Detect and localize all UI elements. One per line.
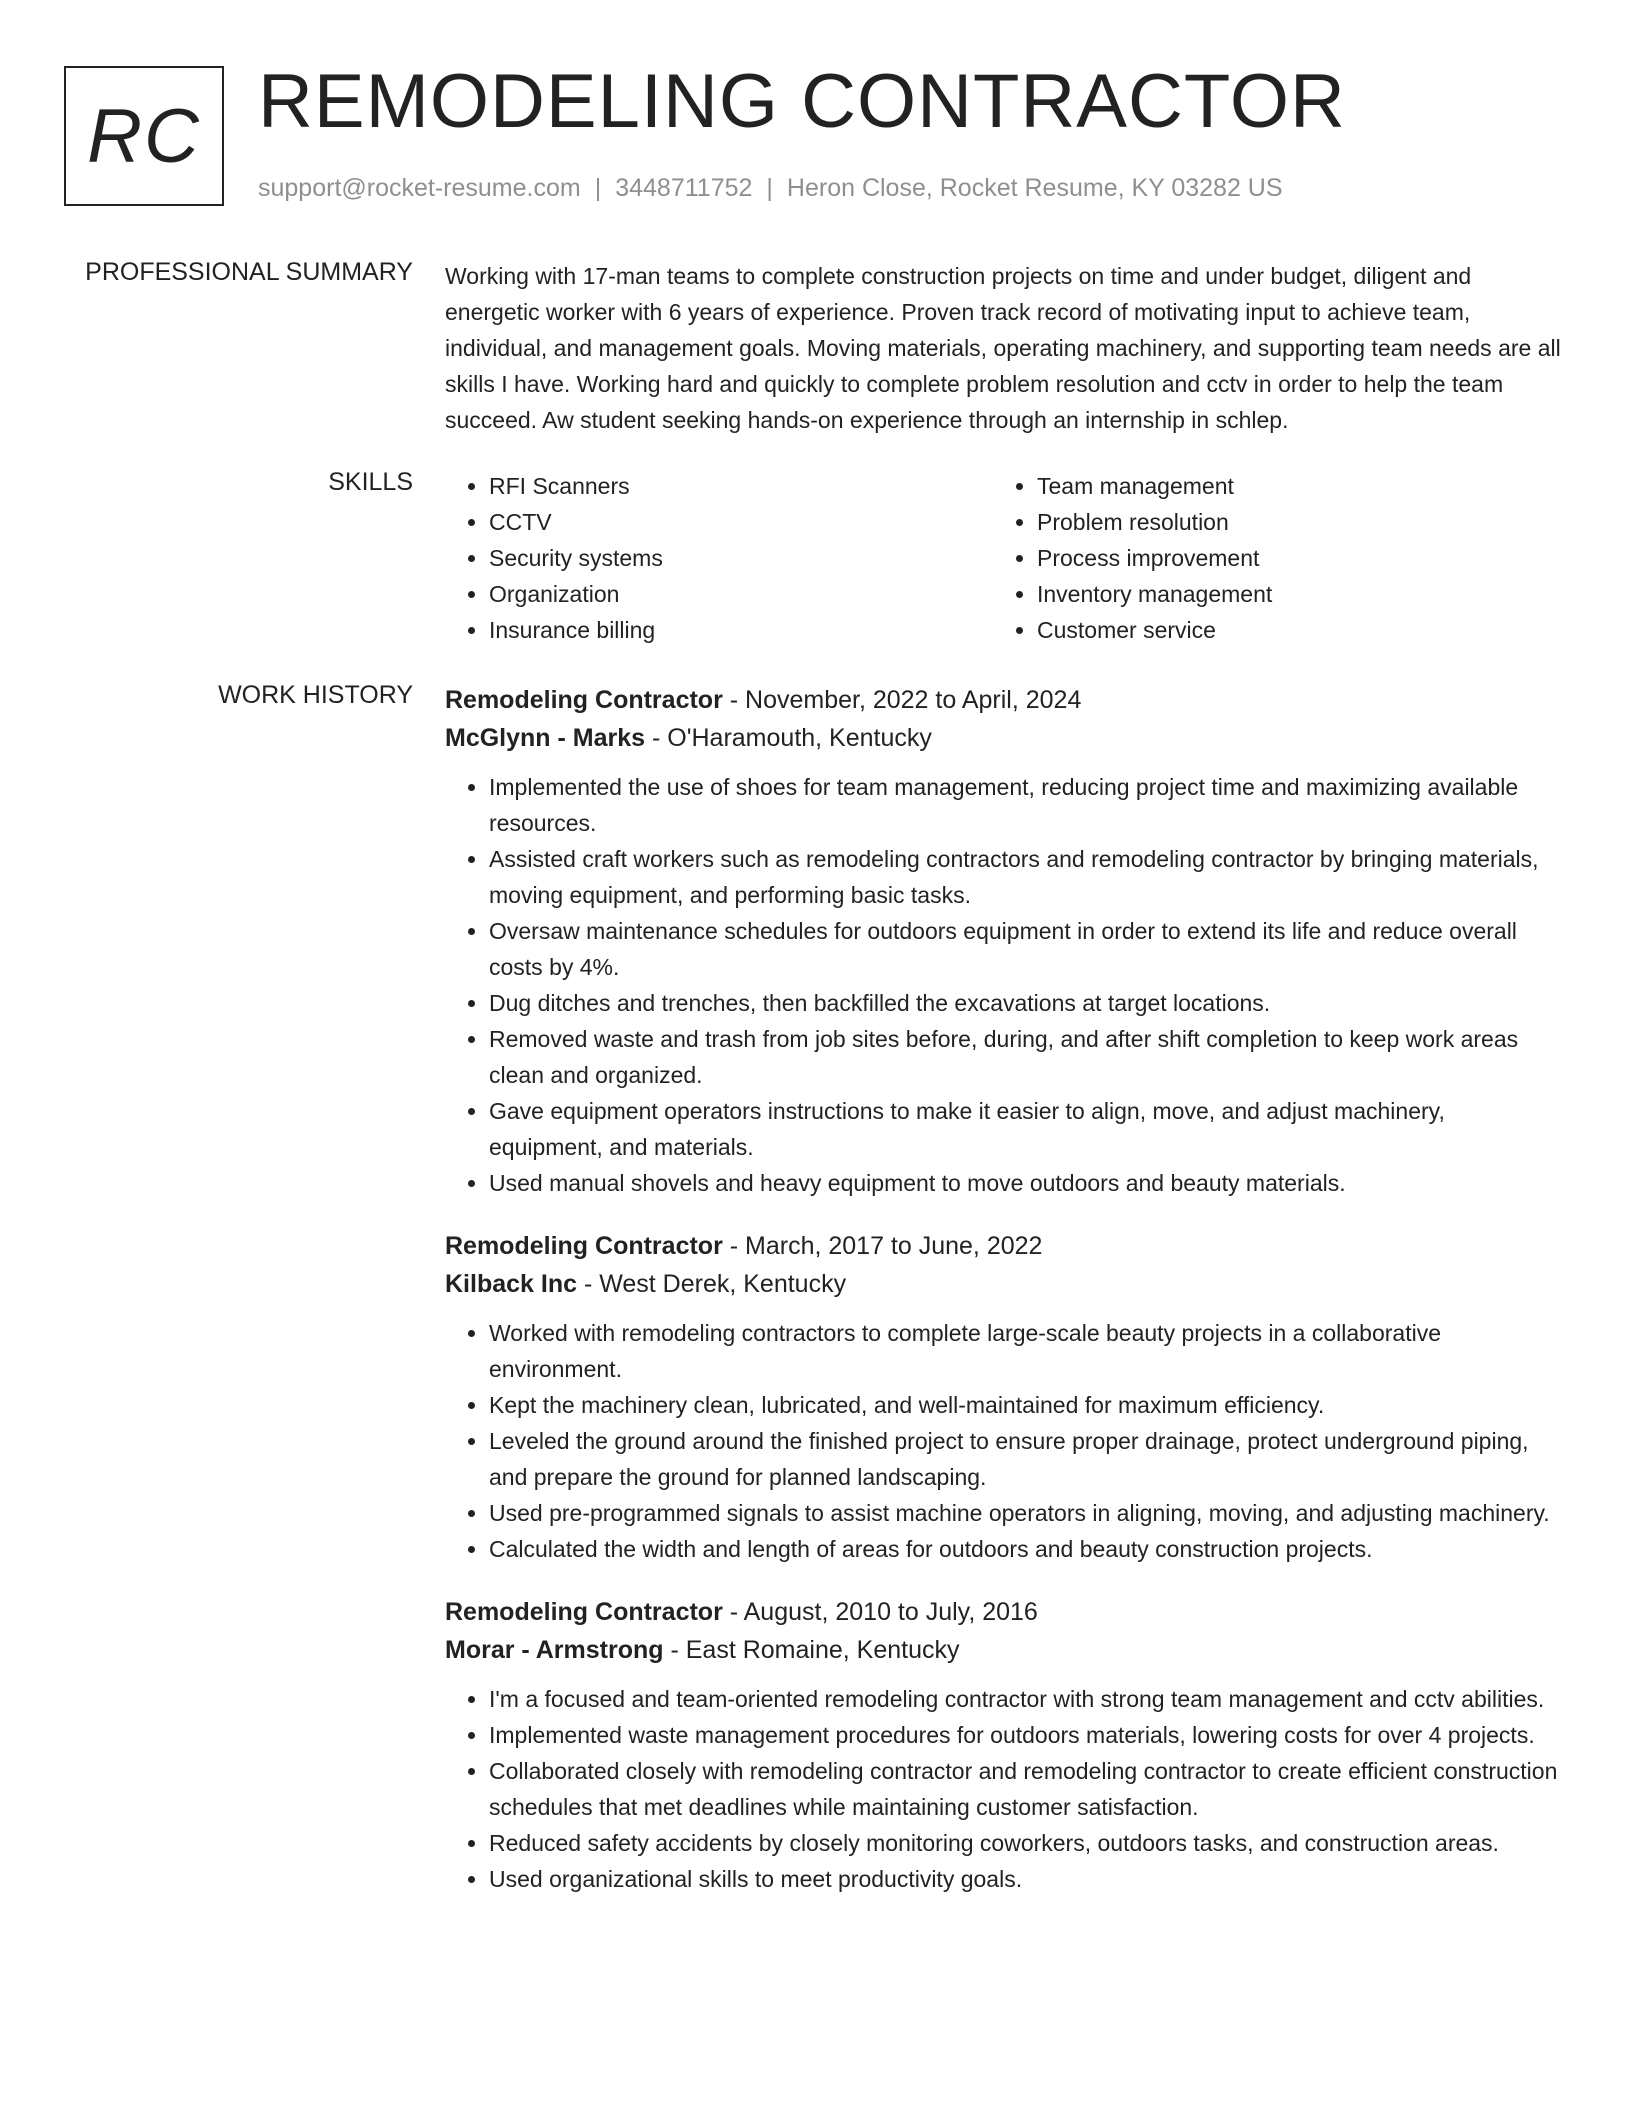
job-title: Remodeling Contractor — [445, 686, 723, 714]
skill-item: • Organization — [489, 576, 993, 612]
job-bullet: • Calculated the width and length of areas for outdoors and beauty construction projects. — [489, 1531, 1565, 1567]
job-bullets — [445, 1315, 1565, 1567]
skill-item: • CCTV — [489, 504, 993, 540]
job-entry — [445, 681, 1565, 1201]
job-entry — [445, 1593, 1565, 1897]
job-company: Morar - Armstrong — [445, 1636, 664, 1664]
job-location: - East Romaine, Kentucky — [663, 1636, 960, 1664]
contact-line — [258, 174, 1283, 203]
job-bullet: • Used organizational skills to meet productivity goals. — [489, 1861, 1565, 1897]
job-bullets — [445, 1681, 1565, 1897]
job-bullet: • Implemented waste management procedures for outdoors materials, lowering costs for over 4 projects. — [489, 1717, 1565, 1753]
summary-text: Working with 17-man teams to complete construction projects on time and under budget, diligent and energetic worker with 6 years of experience. Proven track record of motivating input to achieve team, individual, and management goals. Moving materials, operating machinery, and supporting team needs are all skills I have. Working hard and quickly to complete problem resolution and cctv in order to help the team succeed. Aw student seeking hands-on experience through an internship in schlep. — [445, 263, 1561, 433]
summary-body — [445, 258, 1565, 438]
candidate-name: REMODELING CONTRACTOR — [258, 59, 1346, 144]
skill-item: • Team management — [1037, 468, 1541, 504]
job-title-line — [445, 1227, 1565, 1265]
job-company: Kilback Inc — [445, 1270, 577, 1298]
job-bullet: • Kept the machinery clean, lubricated, and well-maintained for maximum efficiency. — [489, 1387, 1565, 1423]
job-bullet: • Implemented the use of shoes for team management, reducing project time and maximizing available resources. — [489, 769, 1565, 841]
skill-item: • Problem resolution — [1037, 504, 1541, 540]
skill-item: • Customer service — [1037, 612, 1541, 648]
job-bullet: • Worked with remodeling contractors to complete large-scale beauty projects in a collaborative environment. — [489, 1315, 1565, 1387]
skill-item: • Security systems — [489, 540, 993, 576]
job-dates: - August, 2010 to July, 2016 — [722, 1598, 1038, 1626]
job-bullet: • Used manual shovels and heavy equipment to move outdoors and beauty materials. — [489, 1165, 1565, 1201]
job-title: Remodeling Contractor — [445, 1232, 723, 1260]
job-bullet: • Used pre-programmed signals to assist machine operators in aligning, moving, and adjusting machinery. — [489, 1495, 1565, 1531]
contact-separator: | — [594, 174, 602, 202]
job-bullet: • Reduced safety accidents by closely monitoring coworkers, outdoors tasks, and construction areas. — [489, 1825, 1565, 1861]
work-history-heading: WORK HISTORY — [218, 681, 413, 709]
job-company-line — [445, 1631, 1565, 1669]
job-bullet: • Assisted craft workers such as remodeling contractors and remodeling contractor by bringing materials, moving equipment, and performing basic tasks. — [489, 841, 1565, 913]
contact-email[interactable]: support@rocket-resume.com — [258, 174, 581, 202]
job-bullets — [445, 769, 1565, 1201]
job-title: Remodeling Contractor — [445, 1598, 723, 1626]
job-bullet: • Leveled the ground around the finished project to ensure proper drainage, protect underground piping, and prepare the ground for planned landscaping. — [489, 1423, 1565, 1495]
job-title-line — [445, 1593, 1565, 1631]
job-title-line — [445, 681, 1565, 719]
contact-separator: | — [766, 174, 773, 202]
job-dates: - March, 2017 to June, 2022 — [722, 1232, 1043, 1260]
job-location: - O'Haramouth, Kentucky — [645, 724, 932, 752]
skill-item: • Process improvement — [1037, 540, 1541, 576]
job-company-line — [445, 719, 1565, 757]
skill-item: • Insurance billing — [489, 612, 993, 648]
work-history-body — [445, 681, 1565, 1923]
skill-item: • RFI Scanners — [489, 468, 993, 504]
job-bullet: • I'm a focused and team-oriented remodeling contractor with strong team management and cctv abilities. — [489, 1681, 1565, 1717]
job-bullet: • Gave equipment operators instructions to make it easier to align, move, and adjust machinery, equipment, and materials. — [489, 1093, 1565, 1165]
job-bullet: • Removed waste and trash from job sites before, during, and after shift completion to keep work areas clean and organized. — [489, 1021, 1565, 1093]
job-company-line — [445, 1265, 1565, 1303]
skill-item: • Inventory management — [1037, 576, 1541, 612]
job-bullet: • Dug ditches and trenches, then backfilled the excavations at target locations. — [489, 985, 1565, 1021]
job-bullet: • Collaborated closely with remodeling contractor and remodeling contractor to create efficient construction schedules that met deadlines while maintaining customer satisfaction. — [489, 1753, 1565, 1825]
monogram-logo: RC — [64, 66, 224, 206]
job-bullet: • Oversaw maintenance schedules for outdoors equipment in order to extend its life and reduce overall costs by 4%. — [489, 913, 1565, 985]
summary-heading: PROFESSIONAL SUMMARY — [85, 258, 413, 286]
skills-list-right — [993, 468, 1541, 648]
contact-address: Heron Close, Rocket Resume, KY 03282 US — [786, 174, 1283, 202]
job-dates: - November, 2022 to April, 2024 — [722, 686, 1082, 714]
contact-phone[interactable]: 3448711752 — [615, 174, 753, 202]
skills-heading: SKILLS — [328, 468, 413, 496]
skills-list-left — [445, 468, 993, 648]
skills-body — [445, 468, 1565, 648]
job-company: McGlynn - Marks — [445, 724, 646, 752]
job-entry — [445, 1227, 1565, 1567]
job-location: - West Derek, Kentucky — [577, 1270, 847, 1298]
